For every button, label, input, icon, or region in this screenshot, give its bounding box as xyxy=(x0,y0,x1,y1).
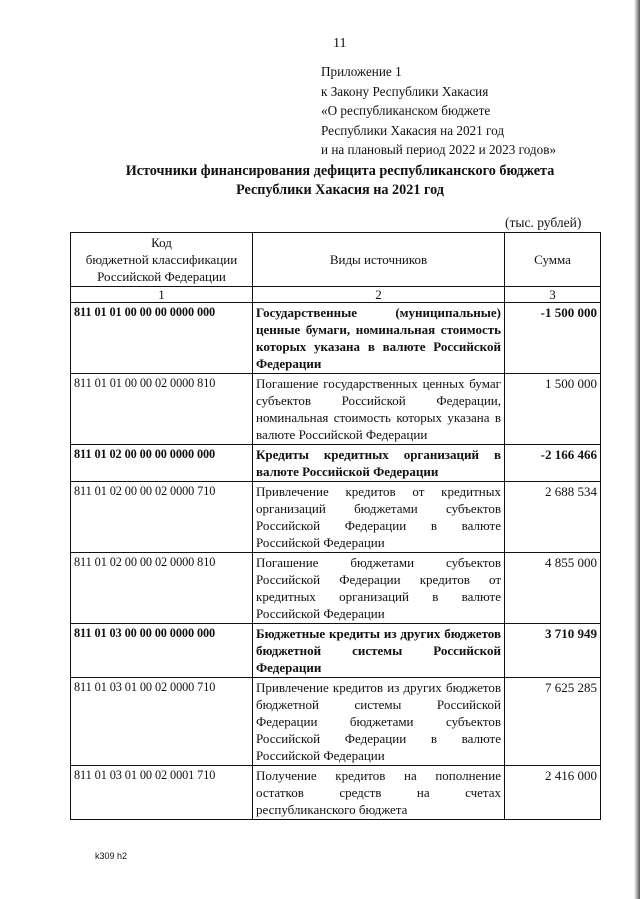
source-kind-cell: Погашение государственных ценных бумаг субъектов Российской Федерации, номинальная стоимость которых указана в валюте Российской Федерации xyxy=(253,374,505,445)
table-row xyxy=(71,678,601,766)
appendix-line: к Закону Республики Хакасия xyxy=(321,83,489,99)
table-row xyxy=(71,766,601,820)
table-row xyxy=(71,482,601,553)
budget-code-cell: 811 01 01 00 00 02 0000 810 xyxy=(71,374,253,445)
title-line: Республики Хакасия на 2021 год xyxy=(236,182,444,198)
amount-cell: 2 416 000 xyxy=(505,766,601,820)
table-row xyxy=(71,445,601,482)
source-kind-cell: Бюджетные кредиты из других бюджетов бюджетной системы Российской Федерации xyxy=(253,624,505,678)
source-kind-cell: Кредиты кредитных организаций в валюте Российской Федерации xyxy=(253,445,505,482)
amount-cell: -1 500 000 xyxy=(505,303,601,374)
source-kind-cell: Привлечение кредитов от кредитных организаций бюджетами субъектов Российской Федерации в валюте Российской Федерации xyxy=(253,482,505,553)
scan-edge-shadow xyxy=(634,0,640,899)
header-code-line: Код xyxy=(151,235,172,250)
amount-cell: 2 688 534 xyxy=(505,482,601,553)
footer-code: k309 h2 xyxy=(95,851,128,861)
appendix-line: Республики Хакасия на 2021 год xyxy=(321,122,505,138)
financing-sources-table xyxy=(70,232,601,820)
source-kind-cell: Государственные (муниципальные) ценные бумаги, номинальная стоимость которых указана в валюте Российской Федерации xyxy=(253,303,505,374)
table-row xyxy=(71,374,601,445)
appendix-line: «О республиканском бюджете xyxy=(321,103,491,118)
budget-code-cell: 811 01 02 00 00 02 0000 710 xyxy=(71,482,253,553)
header-code xyxy=(71,233,253,287)
document-title xyxy=(60,162,620,200)
budget-code-cell: 811 01 03 00 00 00 0000 000 xyxy=(71,624,253,678)
title-line: Источники финансирования дефицита республиканского бюджета xyxy=(125,163,555,179)
table-header-row xyxy=(71,233,601,287)
source-kind-cell: Погашение бюджетами субъектов Российской Федерации кредитов от кредитных организаций в валюте Российской Федерации xyxy=(253,553,505,624)
column-number: 1 xyxy=(71,287,253,303)
table-row xyxy=(71,624,601,678)
page-number: 11 xyxy=(333,36,347,51)
amount-cell: 4 855 000 xyxy=(505,553,601,624)
appendix-line: Приложение 1 xyxy=(321,64,402,79)
units-label: (тыс. рублей) xyxy=(505,215,582,230)
header-kind: Виды источников xyxy=(253,233,505,287)
column-number: 2 xyxy=(253,287,505,303)
amount-cell: 3 710 949 xyxy=(505,624,601,678)
appendix-note xyxy=(321,62,556,160)
source-kind-cell: Привлечение кредитов из других бюджетов бюджетной системы Российской Федерации бюджетами субъектов Российской Федерации в валюте Российской Федерации xyxy=(253,678,505,766)
header-code-line: бюджетной классификации xyxy=(85,252,238,267)
budget-code-cell: 811 01 02 00 00 00 0000 000 xyxy=(71,445,253,482)
source-kind-cell: Получение кредитов на пополнение остатков средств на счетах республиканского бюджета xyxy=(253,766,505,820)
column-number-row xyxy=(71,287,601,303)
table-row xyxy=(71,553,601,624)
budget-code-cell: 811 01 01 00 00 00 0000 000 xyxy=(71,303,253,374)
column-number: 3 xyxy=(505,287,601,303)
amount-cell: 1 500 000 xyxy=(505,374,601,445)
budget-code-cell: 811 01 03 01 00 02 0000 710 xyxy=(71,678,253,766)
amount-cell: -2 166 466 xyxy=(505,445,601,482)
table-row xyxy=(71,303,601,374)
header-sum: Сумма xyxy=(505,233,601,287)
budget-code-cell: 811 01 02 00 00 02 0000 810 xyxy=(71,553,253,624)
budget-code-cell: 811 01 03 01 00 02 0001 710 xyxy=(71,766,253,820)
amount-cell: 7 625 285 xyxy=(505,678,601,766)
appendix-line: и на плановый период 2022 и 2023 годов» xyxy=(321,142,557,157)
header-code-line: Российской Федерации xyxy=(97,269,226,284)
